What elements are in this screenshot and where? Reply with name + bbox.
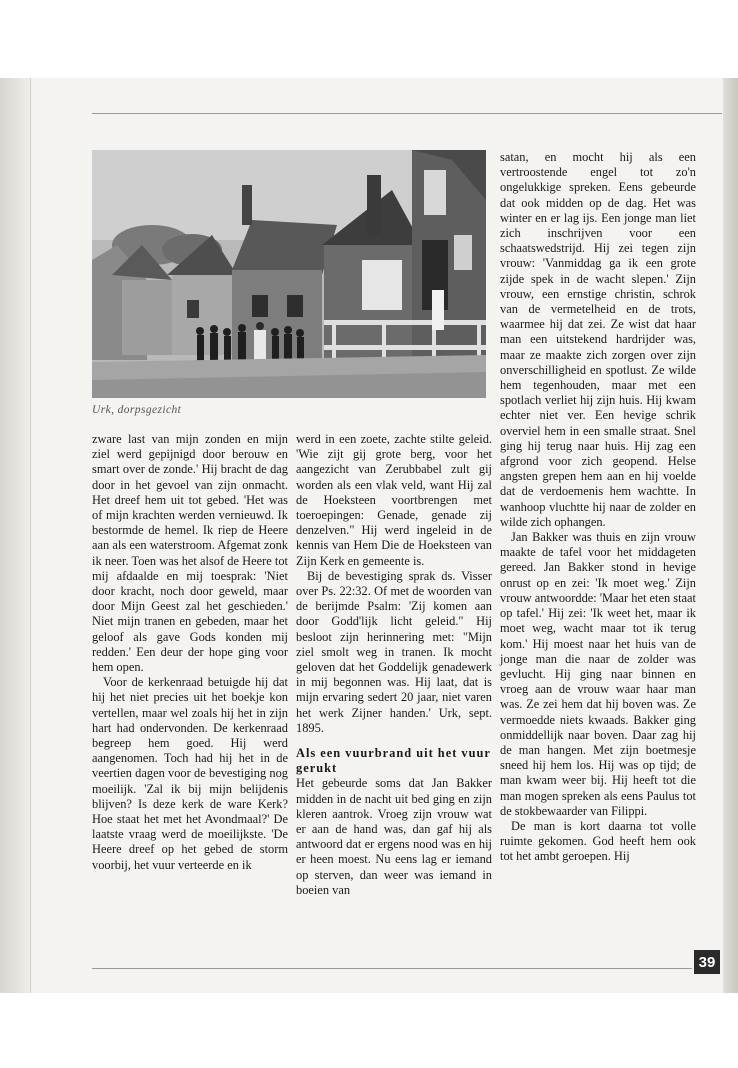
- binding-shadow: [0, 78, 30, 993]
- paragraph: werd in een zoete, zachte stilte geleid. 'Wie zijt gij grote berg, voor het aangezicht van Zerubbabel zult gij worden als een vlak veld, want Hij zal de Hoeksteen voortbrengen met toeroepingen: Genade, genade zij denzelven." Hij werd ingeleid in de kennis van Hem Die de Hoeksteen van Zijn Kerk en gemeente is.: [296, 432, 492, 568]
- text-column-3: [500, 150, 696, 865]
- text-column-2: [296, 432, 492, 898]
- page-edge: [722, 78, 738, 993]
- paragraph: satan, en mocht hij als een vertroostende engel tot zo'n ongelukkige spreken. Eens gebeurde dat ook midden op de dag. Het was winter en er lag ijs. Een jonge man liet zich inschrijven voor een schaatswedstrijd. Hij zei tegen zijn vrouw: 'Vanmiddag ga ik een grote zijde spek in de wacht slepen.' Zijn vrouw, een ernstige christin, schrok van de vermetelheid en de trots, waarmee hij dat zei. Ze wist dat haar man een uitstekend hardrijder was, maar ze maakte zich zorgen over zijn onverschilligheid en spotlust. Ze wilde hem tegenhouden, maar met een spotlach verliet hij zijn huis. Hij kwam echter niet ver. Een hevige schrik overviel hem in een smalle straat. Snel ging hij terug naar huis. Hij zag een afgrond voor zich geopend. Helse angsten grepen hem aan en hij voelde dat de verdoemenis hem wachtte. In wanhoop vluchtte hij naar de zolder en wilde zich ophangen.: [500, 150, 696, 529]
- page-number: 39: [694, 950, 720, 974]
- text-column-1: [92, 432, 288, 873]
- paragraph: Het gebeurde soms dat Jan Bakker midden in de nacht uit bed ging en zijn kleren aantrok. Vroeg zijn vrouw wat er aan de hand was, dan gaf hij als antwoord dat er ergens nood was en hij er heen moest. Nu eens lag er iemand op sterven, dan weer was iemand in boeien van: [296, 776, 492, 897]
- section-heading: Als een vuurbrand uit het vuur gerukt: [296, 746, 491, 776]
- top-rule: [92, 113, 722, 114]
- village-photo: [92, 150, 486, 398]
- paragraph: De man is kort daarna tot volle ruimte gekomen. God heeft hem ook tot het ambt geroepen. Hij: [500, 818, 696, 864]
- paragraph: zware last van mijn zonden en mijn ziel werd gepijnigd door berouw en smart over de zonde.' Hij bracht de dag door in het gevoel van zijn onmacht. Het dreef hem uit tot gebed. 'Het was of mijn krachten werden vernieuwd. Ik bestormde de hemel. Ik riep de Heere aan als een waterstroom. Afgemat zonk ik neer. Toen was het alsof de Heere tot mij afdaalde en mij toesprak: 'Niet door kracht, noch door geweld, maar door Mijn Geest zal het geschieden.' Niet mijn tranen en gebeden, maar het geloof als gave Gods konden mij redden.' Een deur der hope ging voor hem open.: [92, 432, 288, 675]
- paragraph: Bij de bevestiging sprak ds. Visser over Ps. 22:32. Of met de woorden van de berijmde Psalm: 'Zij komen aan door Godd'lijk licht geleid." Hij besloot zijn herinnering met: "Mijn ziel smolt weg in tranen. Ik mocht geloven dat het Goddelijk genadewerk in mij begonnen was. Hij laat, dat is mijn ervaring sedert 20 jaar, niet varen het werk Zijner handen.' Urk, sept. 1895.: [296, 568, 492, 735]
- scan-background: [0, 0, 738, 78]
- bottom-rule: [92, 968, 692, 969]
- paragraph: Voor de kerkenraad betuigde hij dat hij het niet precies uit het boekje kon vertellen, maar wel zoals hij het in zijn hart had ondervonden. De kerkenraad begreep hem goed. Hij werd aangenomen. Toch had hij het in de veertien dagen voor de bevestiging nog moeilijk. 'Zal ik bij mijn belijdenis blijven? Is deze kerk de ware Kerk? Hoe staat het met het Avondmaal?' De laatste vraag werd de moeilijkste. 'De Heere dreef op het gebed de storm voorbij, het vuur verteerde en ik: [92, 675, 288, 872]
- paragraph: Jan Bakker was thuis en zijn vrouw maakte de tafel voor het middageten gereed. Jan Bakker stond in hevige onrust op en zei: 'Ik moet weg.' Zijn vrouw antwoordde: 'Maar het eten staat op tafel.' Hij zei: 'Ik weet het, maar ik moet weg, wacht maar tot ik terug kom.' Hij moest naar het huis van de jonge man die naar de zolder was gevlucht. Hij ging naar binnen en vroeg aan de vrouw waar haar man was. Ze zei hem dat hij boven was. Ze vermoedde niets kwaads. Bakker ging onmiddellijk naar boven. Daar zag hij de man hangen. Met zijn boetmesje sneed hij hem los. Hij was op tijd; de man kwam weer bij. Hij heeft tot die man mogen spreken als eens Paulus tot de stokbewaarder van Filippi.: [500, 530, 696, 818]
- photo-caption: Urk, dorpsgezicht: [92, 404, 182, 416]
